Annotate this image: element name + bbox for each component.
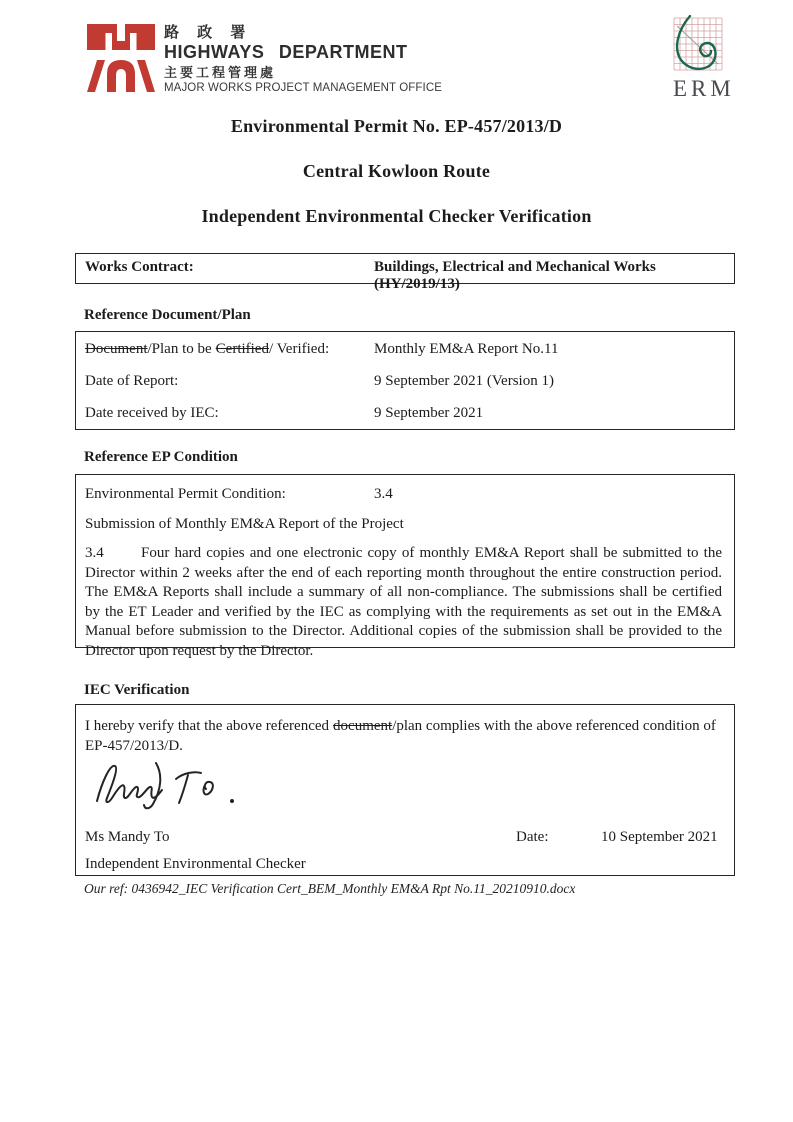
signature-image	[92, 757, 257, 822]
ep-condition-value: 3.4	[374, 486, 393, 502]
label-struck-certified: Certified	[215, 341, 269, 357]
signatory-title: Independent Environmental Checker	[85, 856, 306, 872]
iec-verification-heading: IEC Verification	[84, 682, 190, 698]
reference-ep-box	[75, 474, 735, 659]
document-plan-label	[85, 341, 374, 373]
statement-pre: I hereby verify that the above referenced	[85, 718, 330, 734]
ep-condition-row	[85, 486, 724, 503]
document-plan-value: Monthly EM&A Report No.11	[374, 341, 559, 357]
date-received-value: 9 September 2021	[374, 405, 484, 421]
reference-document-row-2	[76, 373, 734, 405]
highways-department-logo-icon	[85, 24, 157, 99]
iec-verification-box	[75, 704, 735, 876]
verification-statement	[85, 716, 733, 756]
reference-document-row-3	[76, 405, 734, 437]
date-of-report-value: 9 September 2021 (Version 1)	[374, 373, 554, 389]
reference-document-heading: Reference Document/Plan	[84, 307, 251, 323]
label-plan-to-be: /Plan to be	[147, 341, 212, 357]
hd-name-chinese: 路 政 署	[164, 24, 253, 41]
hd-logo-graphic	[85, 24, 157, 94]
hd-office-english: MAJOR WORKS PROJECT MANAGEMENT OFFICE	[164, 82, 443, 94]
erm-logo-icon	[660, 14, 734, 107]
label-struck-document: Document	[85, 341, 148, 357]
statement-post: /plan complies with the above referenced condition of EP-457/2013/D.	[85, 718, 716, 754]
ep-condition-label: Environmental Permit Condition:	[85, 486, 286, 502]
permit-number-title: Environmental Permit No. EP-457/2013/D	[230, 116, 563, 136]
hd-name-english: HIGHWAYS DEPARTMENT	[164, 42, 408, 62]
statement-struck-document: document	[333, 718, 393, 734]
clause-text: Four hard copies and one electronic copy of monthly EM&A Report shall be submitted to the Director within 2 weeks after the end of each reporting month throughout the entire construction period. The EM&A Reports shall include a summary of all non-compliance. The submissions shall be certified by the ET Leader and verified by the IEC as complying with the requirements as set out in the EM&A Manual before submission to the Director. Additional copies of the submission shall be provided to the Director upon request by the Director.	[85, 545, 722, 659]
clause-number: 3.4	[85, 545, 104, 561]
ep-condition-clause	[85, 544, 724, 662]
works-contract-box	[75, 253, 735, 292]
signature-graphic	[92, 757, 257, 817]
ep-condition-subject: Submission of Monthly EM&A Report of the Project	[85, 516, 404, 532]
signatory-name: Ms Mandy To	[85, 829, 170, 845]
label-verified: / Verified:	[268, 341, 330, 357]
project-title: Central Kowloon Route	[302, 161, 491, 181]
our-ref-line: Our ref: 0436942_IEC Verification Cert_BEM_Monthly EM&A Rpt No.11_20210910.docx	[84, 881, 576, 896]
document-title: Independent Environmental Checker Verification	[201, 206, 592, 226]
reference-document-row-1	[76, 341, 734, 373]
works-contract-label: Works Contract:	[85, 259, 194, 275]
date-value: 10 September 2021	[601, 829, 718, 845]
reference-document-box	[75, 331, 735, 430]
erm-logo-text: ERM	[673, 76, 734, 101]
date-label: Date:	[516, 829, 549, 845]
date-received-label: Date received by IEC:	[85, 405, 219, 421]
reference-ep-heading: Reference EP Condition	[84, 449, 238, 465]
date-of-report-label: Date of Report:	[85, 373, 179, 389]
works-contract-value: Buildings, Electrical and Mechanical Works (HY/2019/13)	[374, 259, 664, 292]
erm-logo-graphic	[660, 14, 734, 102]
hd-header-text	[164, 24, 442, 95]
hd-office-chinese: 主要工程管理處	[164, 65, 277, 80]
